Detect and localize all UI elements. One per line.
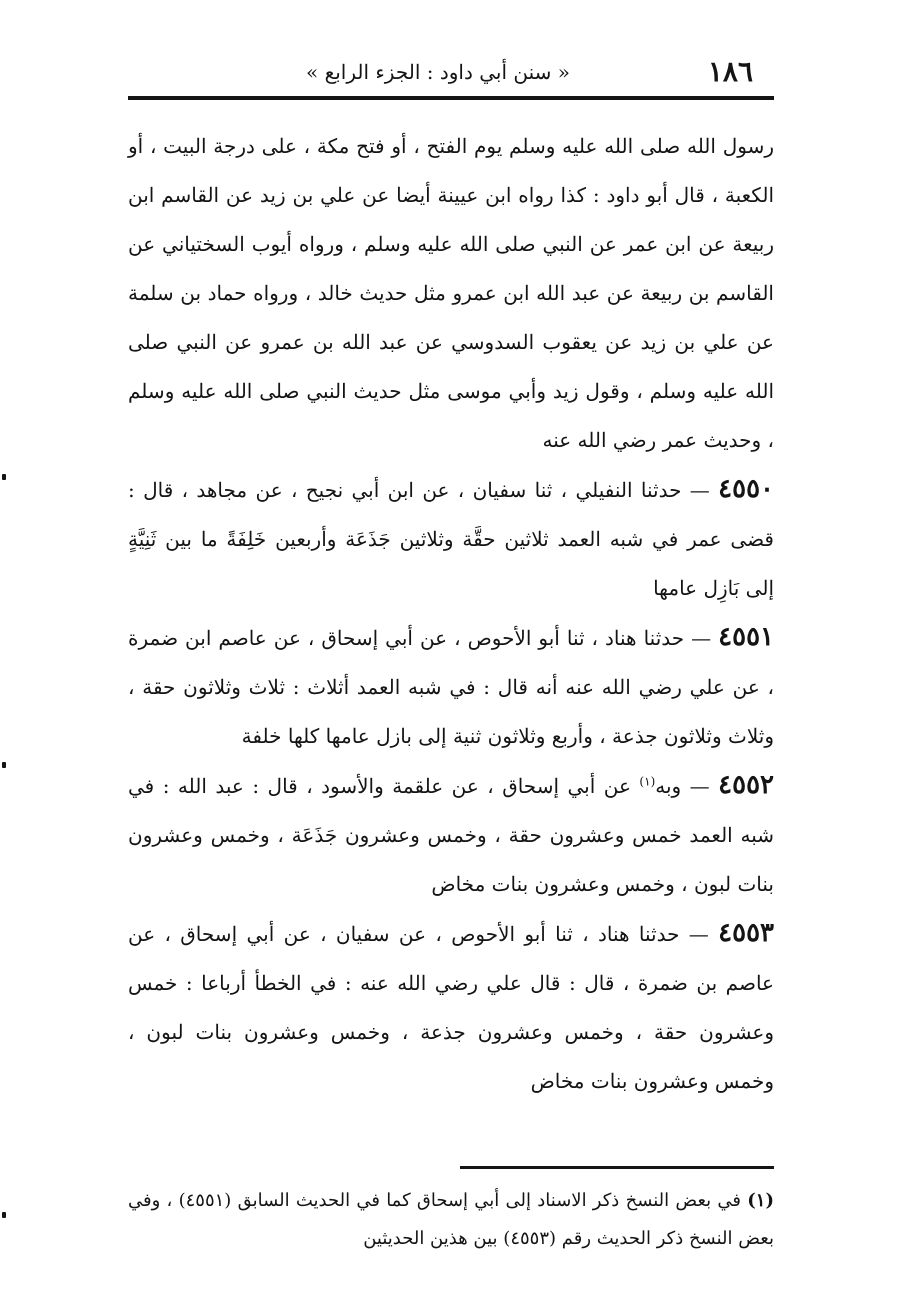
footnote-mark: (١) [747, 1190, 774, 1211]
header-rule [128, 96, 774, 100]
hadith-4550 [128, 465, 774, 613]
hadith-4551 [128, 613, 774, 761]
hadith-number: ٤٥٥٢ [718, 770, 775, 800]
margin-speck [2, 762, 6, 768]
hadith-text: — حدثنا النفيلي ، ثنا سفيان ، عن ابن أبي نجيح ، عن مجاهد ، قال : قضى عمر في شبه العمد ثلاثين حقَّة وثلاثين جَذَعَة وأربعين خَلِفَةً ما بين ثَنِيَّةٍ إلى بَازِل عامها [128, 478, 774, 600]
hadith-4553 [128, 909, 774, 1106]
hadith-number: ٤٥٥١ [718, 622, 774, 652]
hadith-text: — حدثنا هناد ، ثنا أبو الأحوص ، عن سفيان ، عن أبي إسحاق ، عن عاصم بن ضمرة ، قال : قال علي رضي الله عنه : في الخطأ أرباعا : خمس وعشرون حقة ، وخمس وعشرون جذعة ، وخمس وعشرون بنات لبون ، وخمس وعشرون بنات مخاض [128, 922, 774, 1093]
footnote-reference[interactable]: (١) [639, 774, 656, 789]
hadith-text: — حدثنا هناد ، ثنا أبو الأحوص ، عن أبي إسحاق ، عن عاصم ابن ضمرة ، عن علي رضي الله عنه أنه قال : في شبه العمد أثلاث : ثلاث وثلاثون حقة ، وثلاث وثلاثون جذعة ، وأربع وثلاثون ثنية إلى بازل عامها كلها خلفة [128, 626, 774, 748]
hadith-number: ٤٥٥٠ [718, 474, 774, 504]
hadith-number: ٤٥٥٣ [718, 918, 774, 948]
page-header [128, 52, 774, 92]
running-title: « سنن أبي داود : الجزء الرابع » [305, 60, 570, 84]
margin-speck [2, 474, 6, 480]
margin-speck [2, 1212, 6, 1218]
paragraph-intro: رسول الله صلى الله عليه وسلم يوم الفتح ، أو فتح مكة ، على درجة البيت ، أو الكعبة ، قال أبو داود : كذا رواه ابن عيينة أيضا عن علي بن زيد عن القاسم ابن ربيعة عن ابن عمر عن النبي صلى الله عليه وسلم ، ورواه أيوب السختياني عن القاسم بن ربيعة عن عبد الله ابن عمرو مثل حديث خالد ، ورواه حماد بن سلمة عن علي بن زيد عن يعقوب السدوسي عن عبد الله بن عمرو عن النبي صلى الله عليه وسلم ، وقول زيد وأبي موسى مثل حديث النبي صلى الله عليه وسلم ، وحديث عمر رضي الله عنه [128, 134, 774, 452]
main-text [128, 122, 774, 1106]
footnote-separator [460, 1166, 774, 1169]
page-number: ١٨٦ [707, 55, 753, 88]
footnote [128, 1182, 774, 1258]
hadith-4552 [128, 761, 774, 909]
hadith-text: عن أبي إسحاق ، عن علقمة والأسود ، قال : عبد الله : في شبه العمد خمس وعشرون حقة ، وخمس وعشرون جَذَعَة ، وخمس وعشرون بنات لبون ، وخمس وعشرون بنات مخاض [128, 774, 774, 896]
hadith-prefix: — وبه [655, 774, 710, 798]
footnote-text: في بعض النسخ ذكر الاسناد إلى أبي إسحاق كما في الحديث السابق (٤٥٥١) ، وفي بعض النسخ ذكر الحديث رقم (٤٥٥٣) بين هذين الحديثين [128, 1190, 774, 1249]
